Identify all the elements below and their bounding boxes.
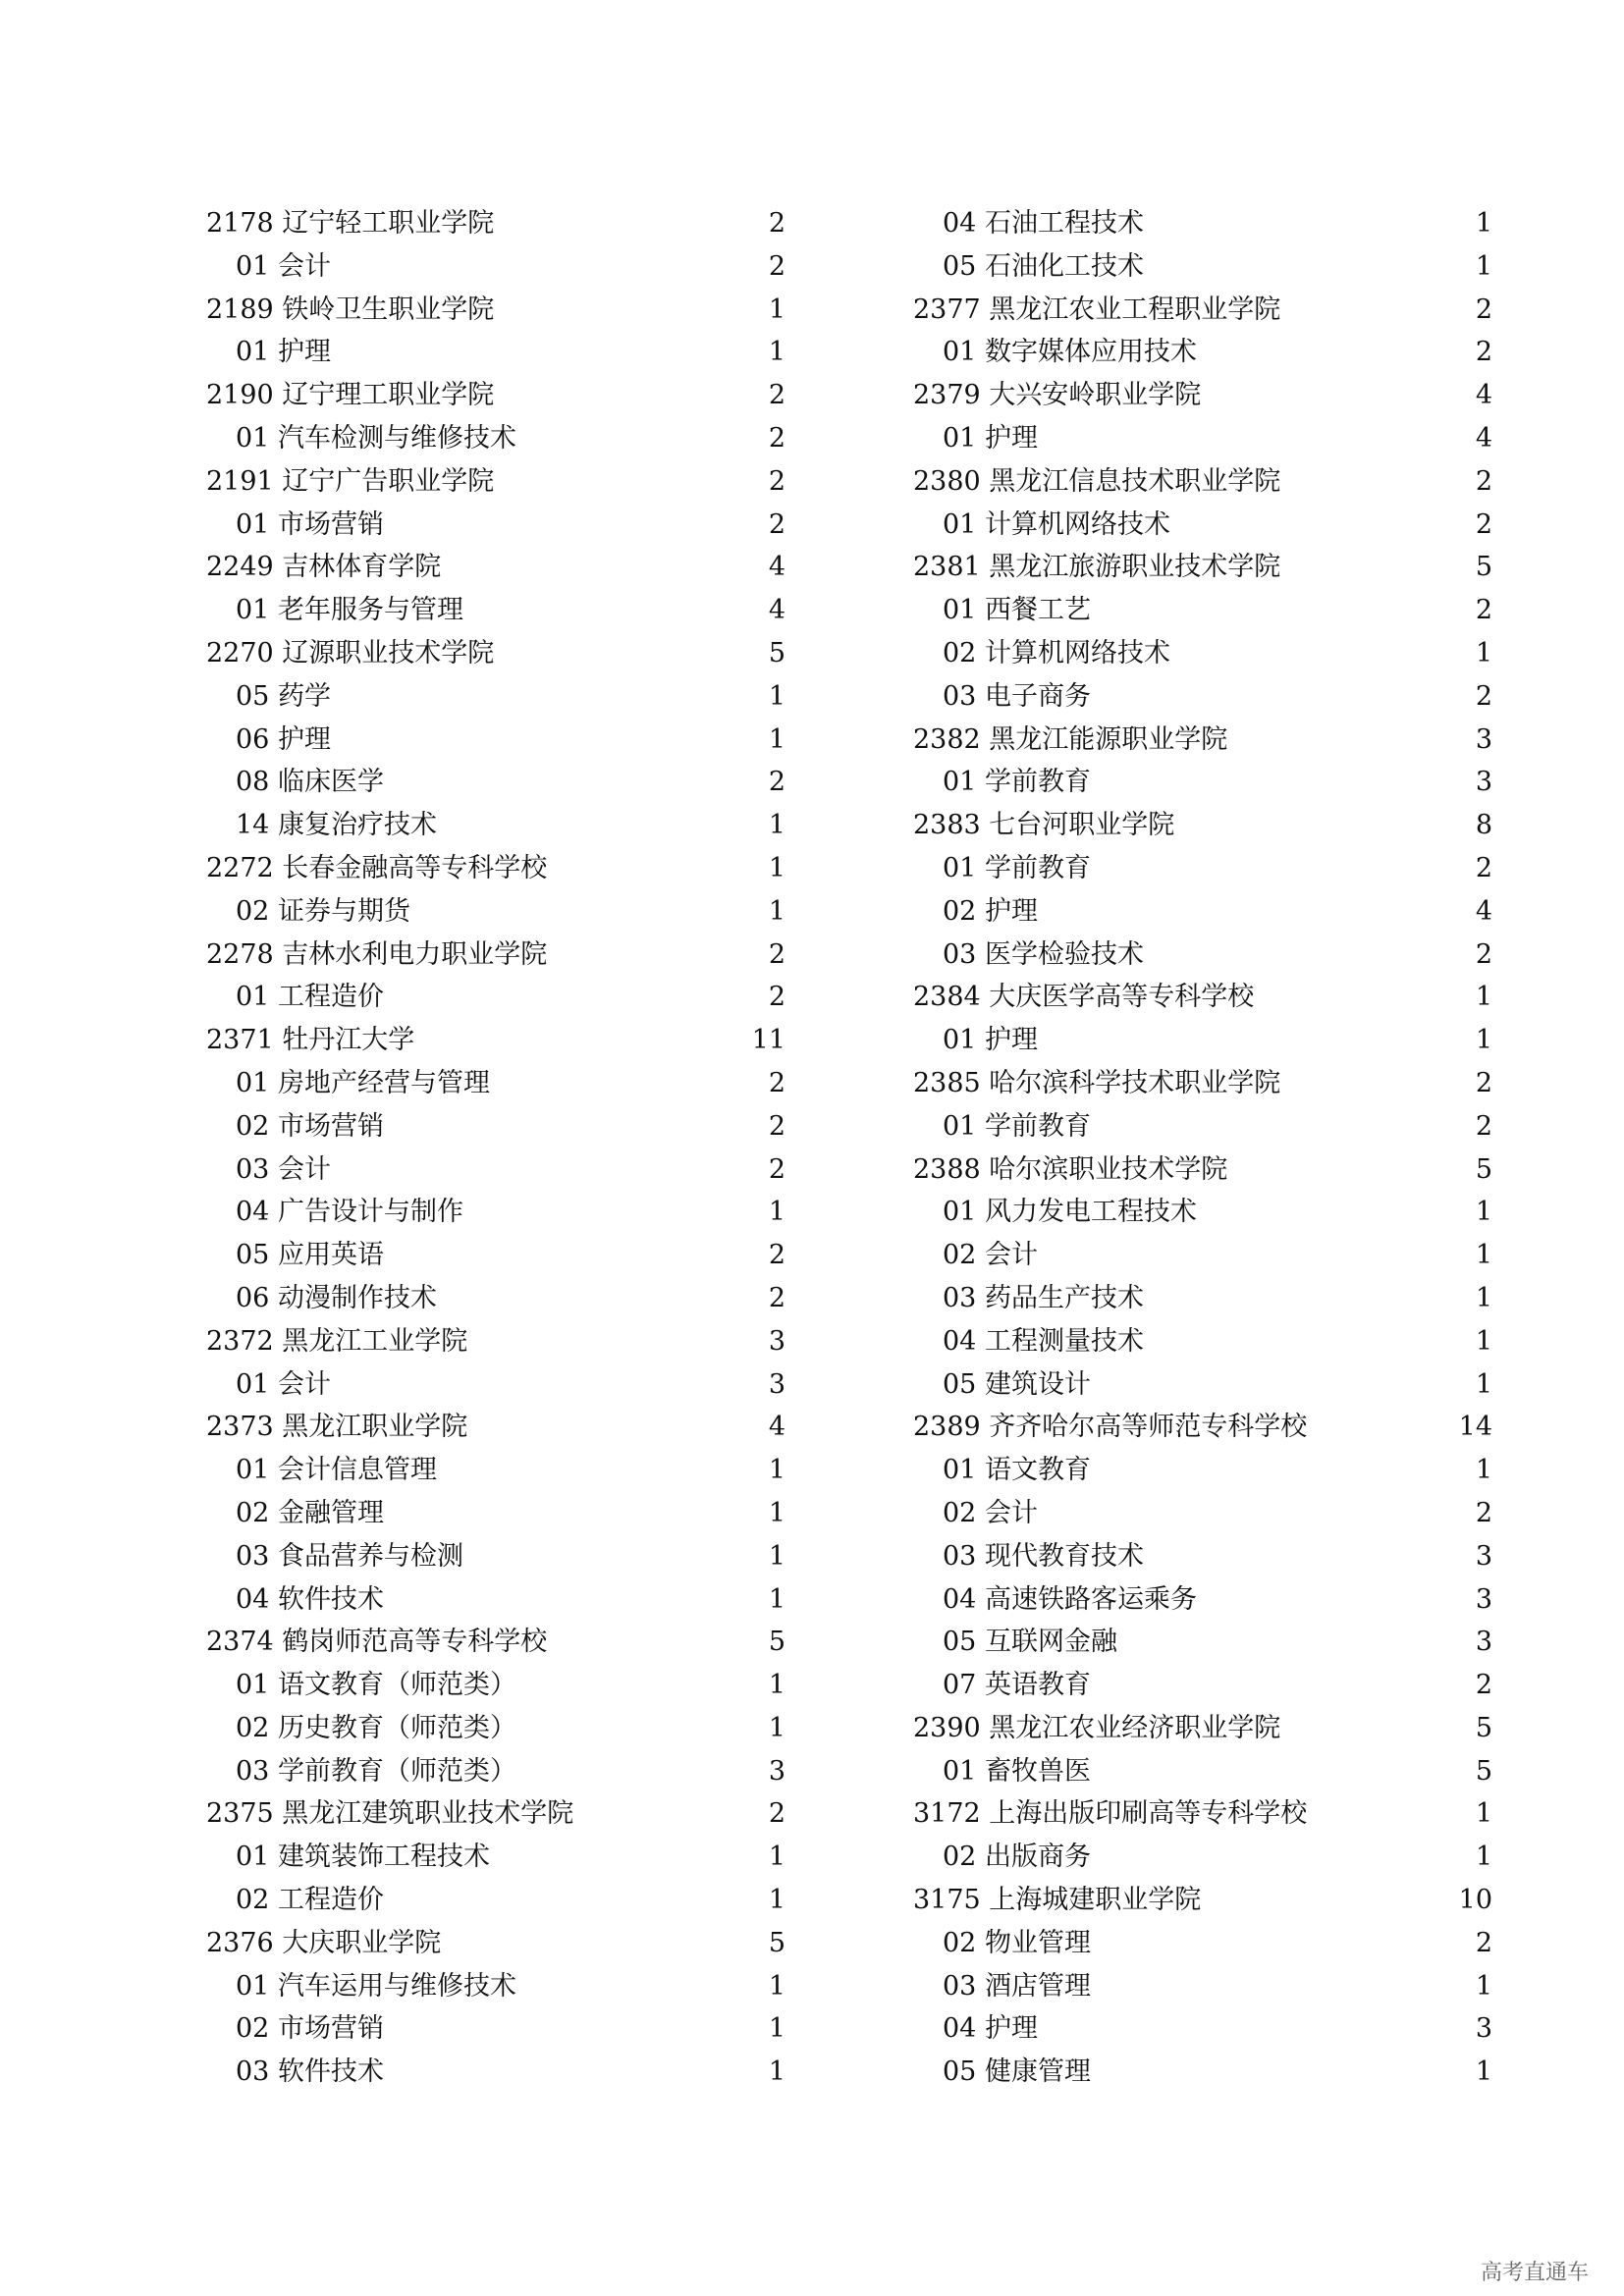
major-row	[206, 504, 785, 547]
school-name: 2380 黑龙江信息技术职业学院	[913, 465, 1281, 497]
plan-count: 1	[768, 337, 785, 368]
plan-count: 4	[768, 595, 785, 626]
plan-count: 1	[1475, 1970, 1492, 2002]
major-row	[913, 1449, 1492, 1492]
major-row	[913, 1234, 1492, 1277]
plan-count: 3	[1475, 1583, 1492, 1615]
major-row	[206, 2007, 785, 2051]
plan-count: 1	[768, 680, 785, 712]
major-row	[913, 1836, 1492, 1879]
plan-count: 2	[768, 250, 785, 282]
major-row	[913, 1965, 1492, 2008]
major-row	[913, 1578, 1492, 1622]
major-row	[913, 1664, 1492, 1707]
major-row	[913, 504, 1492, 547]
school-row	[913, 719, 1492, 762]
plan-count: 1	[768, 1712, 785, 1743]
watermark: 高考直通车	[1480, 2261, 1589, 2285]
major-row	[913, 1105, 1492, 1148]
school-row	[913, 976, 1492, 1019]
school-row	[206, 374, 785, 417]
major-name: 02 历史教育（师范类）	[236, 1712, 516, 1743]
major-row	[206, 331, 785, 374]
major-row	[913, 1363, 1492, 1407]
plan-count: 2	[1475, 508, 1492, 540]
major-name: 01 汽车检测与维修技术	[236, 422, 516, 454]
plan-count: 2	[1475, 680, 1492, 712]
major-name: 02 物业管理	[943, 1927, 1091, 1958]
major-name: 07 英语教育	[943, 1670, 1091, 1701]
major-name: 01 会计信息管理	[236, 1455, 437, 1486]
major-name: 02 出版商务	[943, 1842, 1091, 1873]
plan-count: 1	[768, 1842, 785, 1873]
major-row	[206, 1191, 785, 1234]
right-column	[913, 202, 1492, 2094]
major-name: 04 软件技术	[236, 1583, 384, 1615]
plan-count: 1	[1475, 1325, 1492, 1357]
plan-count: 3	[1475, 1540, 1492, 1572]
plan-count: 2	[1475, 938, 1492, 970]
school-name: 3172 上海出版印刷高等专科学校	[913, 1798, 1308, 1830]
plan-count: 11	[751, 1025, 785, 1056]
major-name: 03 医学检验技术	[943, 938, 1144, 970]
plan-count: 2	[768, 422, 785, 454]
major-row	[913, 890, 1492, 934]
plan-count: 3	[1475, 767, 1492, 798]
major-name: 01 数字媒体应用技术	[943, 337, 1197, 368]
school-row	[206, 1019, 785, 1062]
major-row	[206, 417, 785, 460]
school-row	[206, 1792, 785, 1836]
school-name: 2372 黑龙江工业学院	[206, 1325, 468, 1357]
plan-count: 2	[1475, 1927, 1492, 1958]
major-row	[206, 2051, 785, 2094]
major-name: 06 护理	[236, 723, 331, 755]
major-name: 04 广告设计与制作	[236, 1197, 463, 1228]
major-row	[206, 1707, 785, 1750]
plan-count: 2	[1475, 595, 1492, 626]
major-name: 03 现代教育技术	[943, 1540, 1144, 1572]
major-name: 08 临床医学	[236, 767, 384, 798]
plan-count: 1	[1475, 1368, 1492, 1400]
school-row	[913, 1879, 1492, 1922]
major-name: 03 酒店管理	[943, 1970, 1091, 2002]
school-row	[206, 632, 785, 675]
major-name: 06 动漫制作技术	[236, 1282, 437, 1313]
major-name: 04 护理	[943, 2013, 1038, 2045]
school-name: 2390 黑龙江农业经济职业学院	[913, 1712, 1281, 1743]
plan-count: 2	[1475, 465, 1492, 497]
major-name: 01 西餐工艺	[943, 595, 1091, 626]
major-name: 01 建筑装饰工程技术	[236, 1842, 490, 1873]
major-row	[206, 1105, 785, 1148]
major-name: 04 工程测量技术	[943, 1325, 1144, 1357]
major-row	[206, 1965, 785, 2008]
major-name: 05 建筑设计	[943, 1368, 1091, 1400]
plan-count: 2	[768, 982, 785, 1013]
school-row	[913, 460, 1492, 504]
plan-count: 1	[1475, 1455, 1492, 1486]
plan-count: 2	[768, 208, 785, 239]
plan-count: 5	[768, 637, 785, 668]
school-name: 2190 辽宁理工职业学院	[206, 380, 495, 411]
plan-count: 2	[1475, 1497, 1492, 1528]
major-name: 01 房地产经营与管理	[236, 1067, 490, 1098]
plan-count: 2	[768, 508, 785, 540]
major-name: 03 软件技术	[236, 2056, 384, 2088]
major-row	[206, 1234, 785, 1277]
major-row	[913, 761, 1492, 804]
major-row	[206, 976, 785, 1019]
plan-count: 2	[768, 1153, 785, 1185]
major-name: 01 老年服务与管理	[236, 595, 463, 626]
major-name: 01 风力发电工程技术	[943, 1197, 1197, 1228]
school-name: 2374 鹤岗师范高等专科学校	[206, 1627, 548, 1658]
plan-count: 1	[768, 2013, 785, 2045]
major-row	[206, 761, 785, 804]
major-row	[206, 1449, 785, 1492]
major-name: 01 学前教育	[943, 767, 1091, 798]
school-name: 2375 黑龙江建筑职业技术学院	[206, 1798, 574, 1830]
plan-count: 1	[768, 1670, 785, 1701]
school-row	[206, 1922, 785, 1965]
plan-count: 2	[768, 1110, 785, 1142]
major-name: 03 会计	[236, 1153, 331, 1185]
major-row	[913, 1922, 1492, 1965]
plan-count: 1	[768, 294, 785, 325]
plan-count: 2	[768, 465, 785, 497]
school-name: 2382 黑龙江能源职业学院	[913, 723, 1228, 755]
school-name: 2270 辽源职业技术学院	[206, 637, 495, 668]
school-name: 2381 黑龙江旅游职业技术学院	[913, 552, 1281, 583]
plan-count: 1	[768, 1885, 785, 1916]
plan-count: 1	[1475, 250, 1492, 282]
plan-count: 3	[1475, 1627, 1492, 1658]
plan-count: 1	[768, 810, 785, 841]
school-name: 2249 吉林体育学院	[206, 552, 442, 583]
major-name: 01 汽车运用与维修技术	[236, 1970, 516, 2002]
plan-count: 2	[1475, 1670, 1492, 1701]
major-row	[913, 1191, 1492, 1234]
major-row	[206, 1492, 785, 1535]
plan-count: 2	[1475, 337, 1492, 368]
school-name: 2278 吉林水利电力职业学院	[206, 938, 548, 970]
major-row	[206, 245, 785, 289]
plan-count: 10	[1458, 1885, 1492, 1916]
major-name: 01 护理	[943, 422, 1038, 454]
plan-count: 2	[1475, 1067, 1492, 1098]
major-name: 01 护理	[236, 337, 331, 368]
school-row	[206, 289, 785, 332]
major-name: 05 应用英语	[236, 1240, 384, 1271]
plan-count: 2	[1475, 852, 1492, 883]
plan-count: 5	[768, 1627, 785, 1658]
school-row	[913, 546, 1492, 589]
plan-count: 4	[1475, 422, 1492, 454]
school-name: 2383 七台河职业学院	[913, 810, 1175, 841]
major-row	[913, 1277, 1492, 1320]
major-row	[206, 1578, 785, 1622]
major-row	[206, 890, 785, 934]
school-row	[913, 1406, 1492, 1449]
major-name: 01 学前教育	[943, 1110, 1091, 1142]
school-row	[206, 460, 785, 504]
major-row	[206, 1664, 785, 1707]
plan-count: 1	[768, 1970, 785, 2002]
plan-count: 1	[1475, 1240, 1492, 1271]
plan-count: 3	[768, 1368, 785, 1400]
plan-count: 1	[768, 2056, 785, 2088]
major-name: 01 计算机网络技术	[943, 508, 1170, 540]
plan-count: 5	[1475, 552, 1492, 583]
school-row	[913, 1148, 1492, 1192]
plan-count: 2	[1475, 1110, 1492, 1142]
major-row	[913, 1535, 1492, 1578]
major-row	[206, 1277, 785, 1320]
major-row	[206, 1836, 785, 1879]
major-name: 01 学前教育	[943, 852, 1091, 883]
plan-count: 2	[768, 380, 785, 411]
major-name: 01 会计	[236, 1368, 331, 1400]
plan-count: 1	[768, 1583, 785, 1615]
major-row	[913, 1750, 1492, 1793]
major-row	[913, 331, 1492, 374]
major-row	[206, 589, 785, 632]
major-name: 04 石油工程技术	[943, 208, 1144, 239]
major-row	[913, 245, 1492, 289]
major-row	[913, 589, 1492, 632]
major-name: 05 药学	[236, 680, 331, 712]
major-row	[206, 1062, 785, 1105]
major-row	[913, 847, 1492, 890]
school-name: 2379 大兴安岭职业学院	[913, 380, 1202, 411]
school-name: 2389 齐齐哈尔高等师范专科学校	[913, 1412, 1308, 1443]
plan-count: 4	[768, 552, 785, 583]
plan-count: 1	[1475, 1842, 1492, 1873]
school-row	[206, 1406, 785, 1449]
plan-count: 5	[1475, 1153, 1492, 1185]
plan-count: 1	[1475, 2056, 1492, 2088]
plan-count: 4	[768, 1412, 785, 1443]
school-name: 2376 大庆职业学院	[206, 1927, 442, 1958]
plan-count: 3	[768, 1755, 785, 1787]
major-name: 02 工程造价	[236, 1885, 384, 1916]
major-name: 05 石油化工技术	[943, 250, 1144, 282]
school-name: 2384 大庆医学高等专科学校	[913, 982, 1255, 1013]
major-name: 01 护理	[943, 1025, 1038, 1056]
major-row	[913, 934, 1492, 977]
major-row	[206, 719, 785, 762]
school-row	[913, 289, 1492, 332]
school-name: 2388 哈尔滨职业技术学院	[913, 1153, 1228, 1185]
plan-count: 3	[768, 1325, 785, 1357]
plan-count: 4	[1475, 380, 1492, 411]
major-row	[913, 417, 1492, 460]
major-name: 01 市场营销	[236, 508, 384, 540]
school-name: 2385 哈尔滨科学技术职业学院	[913, 1067, 1281, 1098]
plan-count: 1	[1475, 1798, 1492, 1830]
school-row	[913, 1062, 1492, 1105]
plan-count: 3	[1475, 723, 1492, 755]
major-name: 01 语文教育	[943, 1455, 1091, 1486]
plan-count: 1	[1475, 637, 1492, 668]
major-row	[206, 675, 785, 719]
left-column	[206, 202, 785, 2094]
plan-count: 1	[768, 1540, 785, 1572]
school-row	[913, 1707, 1492, 1750]
school-row	[206, 1320, 785, 1363]
plan-count: 14	[1458, 1412, 1492, 1443]
school-name: 2191 辽宁广告职业学院	[206, 465, 495, 497]
major-row	[913, 2007, 1492, 2051]
major-name: 03 学前教育（师范类）	[236, 1755, 516, 1787]
major-row	[913, 1019, 1492, 1062]
major-name: 05 互联网金融	[943, 1627, 1117, 1658]
plan-count: 3	[1475, 2013, 1492, 2045]
school-name: 2377 黑龙江农业工程职业学院	[913, 294, 1281, 325]
plan-count: 1	[768, 723, 785, 755]
major-row	[206, 804, 785, 847]
plan-count: 4	[1475, 895, 1492, 927]
plan-count: 2	[1475, 294, 1492, 325]
school-row	[206, 1621, 785, 1664]
school-row	[206, 934, 785, 977]
plan-count: 5	[1475, 1712, 1492, 1743]
major-row	[913, 632, 1492, 675]
major-name: 04 高速铁路客运乘务	[943, 1583, 1197, 1615]
school-row	[206, 202, 785, 245]
plan-count: 5	[1475, 1755, 1492, 1787]
major-name: 03 电子商务	[943, 680, 1091, 712]
school-name: 2189 铁岭卫生职业学院	[206, 294, 495, 325]
plan-count: 1	[1475, 208, 1492, 239]
plan-count: 1	[1475, 1025, 1492, 1056]
plan-count: 1	[768, 852, 785, 883]
plan-count: 5	[768, 1927, 785, 1958]
plan-count: 1	[1475, 982, 1492, 1013]
plan-count: 1	[768, 895, 785, 927]
school-row	[913, 1792, 1492, 1836]
plan-count: 2	[768, 1240, 785, 1271]
school-row	[206, 847, 785, 890]
school-name: 2178 辽宁轻工职业学院	[206, 208, 495, 239]
major-name: 02 市场营销	[236, 2013, 384, 2045]
major-row	[206, 1363, 785, 1407]
school-name: 2371 牡丹江大学	[206, 1025, 415, 1056]
school-row	[913, 804, 1492, 847]
major-name: 02 金融管理	[236, 1497, 384, 1528]
major-name: 03 药品生产技术	[943, 1282, 1144, 1313]
plan-count: 1	[768, 1497, 785, 1528]
school-name: 3175 上海城建职业学院	[913, 1885, 1202, 1916]
plan-count: 1	[768, 1455, 785, 1486]
plan-count: 2	[768, 938, 785, 970]
major-row	[913, 1621, 1492, 1664]
plan-count: 2	[768, 1798, 785, 1830]
plan-count: 1	[1475, 1282, 1492, 1313]
school-name: 2272 长春金融高等专科学校	[206, 852, 548, 883]
plan-count: 2	[768, 1282, 785, 1313]
major-name: 01 工程造价	[236, 982, 384, 1013]
major-row	[913, 1320, 1492, 1363]
plan-count: 1	[1475, 1197, 1492, 1228]
plan-count: 2	[768, 1067, 785, 1098]
plan-count: 1	[768, 1197, 785, 1228]
major-name: 01 畜牧兽医	[943, 1755, 1091, 1787]
major-row	[206, 1535, 785, 1578]
plan-count: 2	[768, 767, 785, 798]
school-name: 2373 黑龙江职业学院	[206, 1412, 468, 1443]
major-name: 02 市场营销	[236, 1110, 384, 1142]
major-name: 02 护理	[943, 895, 1038, 927]
major-name: 05 健康管理	[943, 2056, 1091, 2088]
major-name: 03 食品营养与检测	[236, 1540, 463, 1572]
major-row	[206, 1750, 785, 1793]
major-row	[913, 1492, 1492, 1535]
major-name: 14 康复治疗技术	[236, 810, 437, 841]
major-name: 02 证券与期货	[236, 895, 410, 927]
major-name: 02 会计	[943, 1497, 1038, 1528]
major-row	[913, 2051, 1492, 2094]
major-row	[206, 1879, 785, 1922]
school-row	[206, 546, 785, 589]
major-row	[913, 202, 1492, 245]
major-name: 01 会计	[236, 250, 331, 282]
major-name: 01 语文教育（师范类）	[236, 1670, 516, 1701]
major-row	[206, 1148, 785, 1192]
major-name: 02 计算机网络技术	[943, 637, 1170, 668]
major-name: 02 会计	[943, 1240, 1038, 1271]
major-row	[913, 675, 1492, 719]
school-row	[913, 374, 1492, 417]
plan-count: 8	[1475, 810, 1492, 841]
